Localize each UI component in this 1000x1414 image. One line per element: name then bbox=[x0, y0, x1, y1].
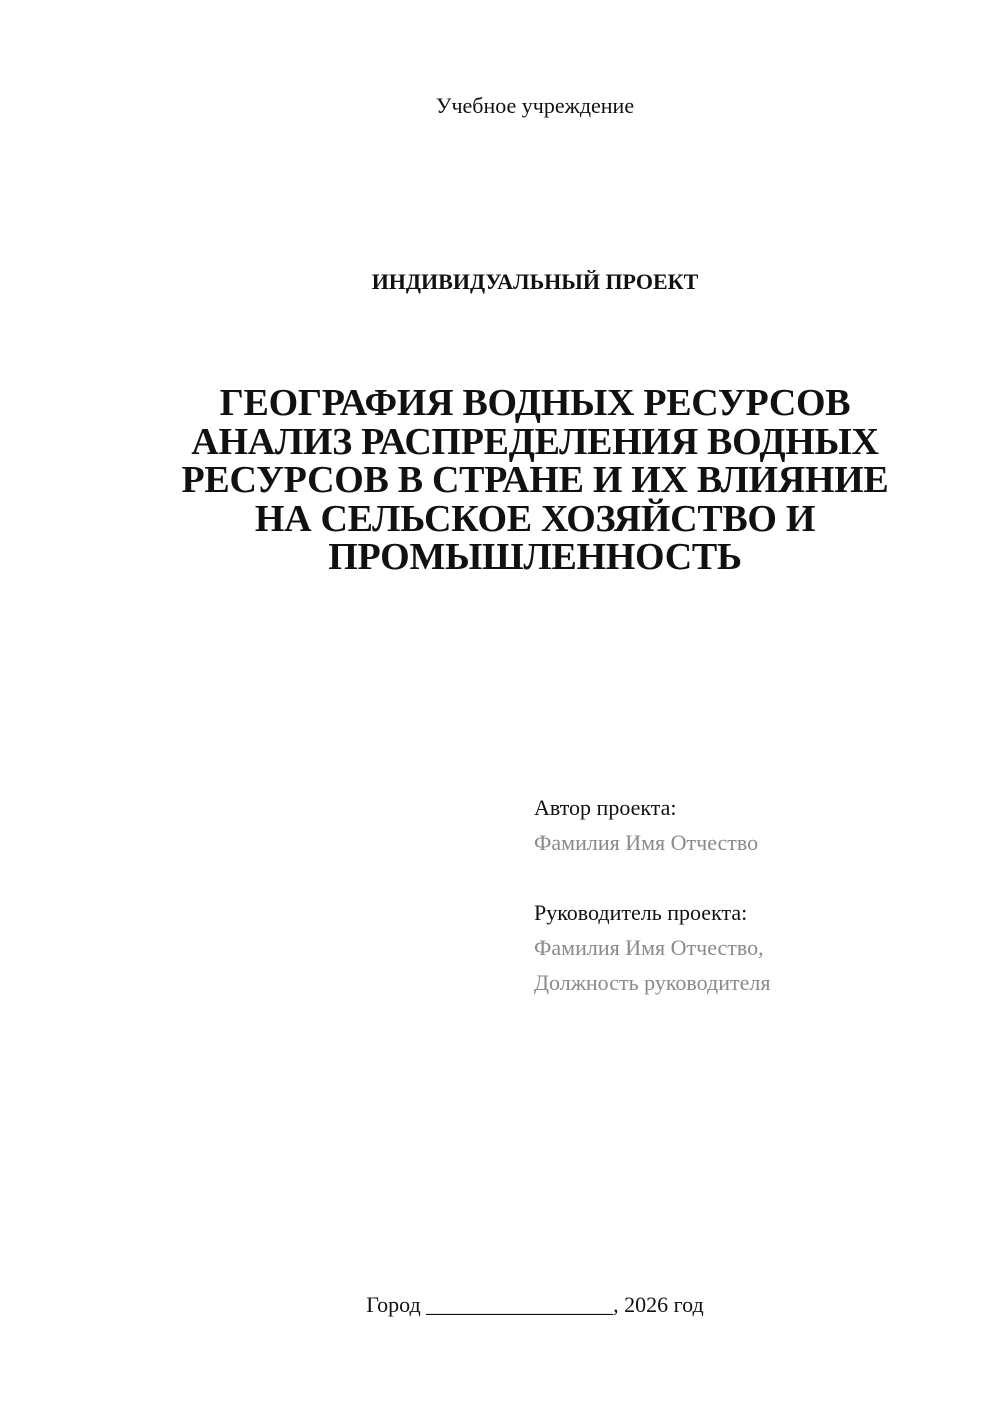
city-year-line: Город _________________, 2026 год bbox=[366, 1292, 704, 1317]
title-line-4: НА СЕЛЬСКОЕ ХОЗЯЙСТВО И bbox=[254, 497, 816, 540]
author-label: Автор проекта: bbox=[534, 795, 677, 820]
project-title bbox=[170, 384, 900, 577]
title-line-3: РЕСУРСОВ В СТРАНЕ И ИХ ВЛИЯНИЕ bbox=[181, 459, 889, 501]
supervisor-label: Руководитель проекта: bbox=[534, 900, 748, 925]
project-people bbox=[534, 790, 974, 1000]
supervisor-position: Должность руководителя bbox=[534, 970, 771, 995]
author-name: Фамилия Имя Отчество bbox=[534, 830, 759, 855]
title-line-1: ГЕОГРАФИЯ ВОДНЫХ РЕСУРСОВ bbox=[219, 382, 851, 424]
institution-name: Учебное учреждение bbox=[435, 93, 635, 118]
project-type-heading: ИНДИВИДУАЛЬНЫЙ ПРОЕКТ bbox=[371, 269, 699, 294]
title-line-2: АНАЛИЗ РАСПРЕДЕЛЕНИЯ ВОДНЫХ bbox=[191, 420, 879, 463]
title-line-5: ПРОМЫШЛЕННОСТЬ bbox=[328, 536, 742, 578]
supervisor-name: Фамилия Имя Отчество, bbox=[534, 935, 764, 960]
spacer bbox=[534, 860, 974, 895]
